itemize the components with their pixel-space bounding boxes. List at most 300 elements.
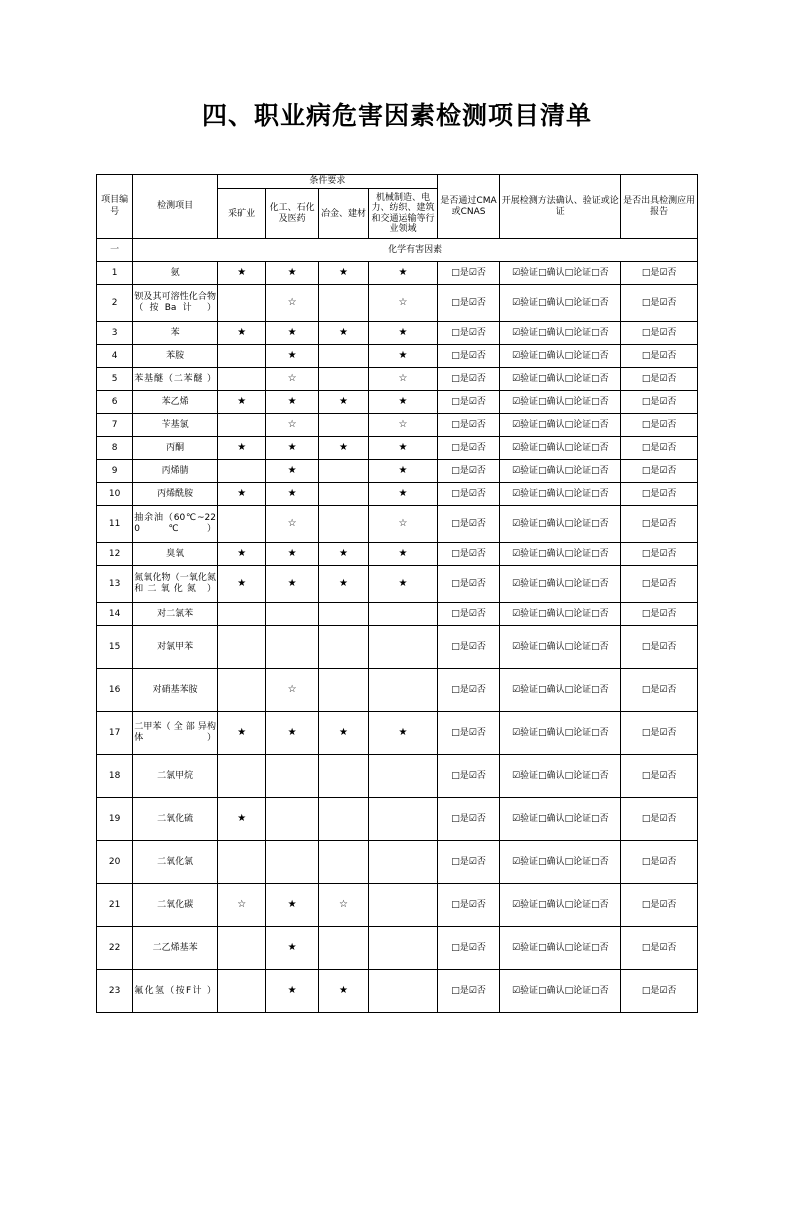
row-method — [500, 669, 621, 712]
checkbox-option[interactable]: ☑否 — [468, 641, 486, 652]
row-condition-1 — [217, 841, 265, 884]
checkbox-option[interactable]: ☑验证 — [511, 465, 539, 476]
checkbox-option[interactable]: □是 — [641, 899, 660, 910]
checkbox-option[interactable]: □论证 — [564, 641, 592, 652]
checkbox-option[interactable]: □论证 — [564, 267, 592, 278]
row-condition-2: ★ — [266, 460, 318, 483]
checkbox-option[interactable]: □是 — [451, 641, 469, 652]
checkbox-option[interactable]: □是 — [641, 856, 660, 867]
checkbox-option[interactable]: □确认 — [538, 327, 565, 338]
checkbox-option[interactable]: □否 — [591, 327, 609, 338]
row-condition-4 — [369, 927, 438, 970]
checkbox-option[interactable]: ☑验证 — [511, 608, 539, 619]
checkbox-option[interactable]: □是 — [641, 548, 660, 559]
checkbox-option[interactable]: ☑否 — [468, 350, 486, 361]
checkbox-option[interactable]: □是 — [641, 267, 660, 278]
row-condition-3 — [318, 927, 368, 970]
row-method — [500, 437, 621, 460]
checkbox-option[interactable]: □确认 — [538, 578, 565, 589]
checkbox-option[interactable]: □论证 — [564, 813, 592, 824]
checkbox-option[interactable]: ☑否 — [468, 548, 486, 559]
checkbox-option[interactable]: □论证 — [564, 578, 592, 589]
checkbox-option[interactable]: □论证 — [564, 350, 592, 361]
header-cond-machinery: 机械制造、电力、纺织、建筑和交通运输等行业领域 — [369, 189, 438, 239]
row-item-name: 对氯甲苯 — [133, 626, 218, 669]
checkbox-option[interactable]: ☑否 — [659, 899, 677, 910]
row-condition-2 — [266, 841, 318, 884]
checkbox-option[interactable]: □论证 — [564, 548, 592, 559]
row-item-name: 丙酮 — [133, 437, 218, 460]
row-condition-1: ★ — [217, 262, 265, 285]
checkbox-option[interactable]: ☑否 — [659, 641, 677, 652]
row-cma — [437, 345, 500, 368]
checkbox-option[interactable]: □是 — [451, 297, 469, 308]
checkbox-option[interactable]: ☑否 — [659, 578, 677, 589]
checkbox-option[interactable]: □论证 — [564, 465, 592, 476]
row-condition-3 — [318, 345, 368, 368]
table-row — [97, 841, 698, 884]
checkbox-option[interactable]: □确认 — [538, 465, 565, 476]
row-condition-3: ★ — [318, 391, 368, 414]
row-condition-3 — [318, 414, 368, 437]
checkbox-option[interactable]: ☑验证 — [511, 488, 539, 499]
checkbox-option[interactable]: □是 — [641, 985, 660, 996]
row-report — [621, 798, 698, 841]
row-method — [500, 483, 621, 506]
checkbox-option[interactable]: ☑验证 — [511, 327, 539, 338]
checkbox-option[interactable]: □论证 — [564, 419, 592, 430]
checkbox-option[interactable]: □是 — [451, 267, 469, 278]
checkbox-option[interactable]: □论证 — [564, 899, 592, 910]
checkbox-option[interactable]: ☑验证 — [511, 548, 539, 559]
row-no: 19 — [97, 798, 133, 841]
checkbox-option[interactable]: □确认 — [538, 488, 565, 499]
checkbox-option[interactable]: □否 — [591, 813, 609, 824]
checkbox-option[interactable]: ☑否 — [468, 856, 486, 867]
header-method: 开展检测方法确认、验证或论证 — [500, 175, 621, 239]
checkbox-option[interactable]: □否 — [591, 297, 609, 308]
checkbox-option[interactable]: □论证 — [564, 608, 592, 619]
row-condition-2: ☆ — [266, 669, 318, 712]
row-no: 10 — [97, 483, 133, 506]
checkbox-option[interactable]: □否 — [591, 684, 609, 695]
checkbox-option[interactable]: □否 — [591, 641, 609, 652]
row-condition-4 — [369, 669, 438, 712]
checkbox-option[interactable]: ☑验证 — [511, 518, 539, 529]
row-condition-3 — [318, 669, 368, 712]
header-condition-group: 条件要求 — [217, 175, 437, 189]
row-report — [621, 841, 698, 884]
checkbox-option[interactable]: □是 — [451, 578, 469, 589]
checkbox-option[interactable]: ☑否 — [468, 396, 486, 407]
checkbox-option[interactable]: □确认 — [538, 442, 565, 453]
table-header — [97, 175, 698, 239]
row-condition-1 — [217, 970, 265, 1013]
row-condition-2: ★ — [266, 970, 318, 1013]
row-item-name: 丙烯酰胺 — [133, 483, 218, 506]
checkbox-option[interactable]: □否 — [591, 267, 609, 278]
checkbox-option[interactable]: □确认 — [538, 548, 565, 559]
checkbox-option[interactable]: □是 — [641, 350, 660, 361]
table-row — [97, 483, 698, 506]
checkbox-option[interactable]: ☑否 — [659, 518, 677, 529]
checkbox-option[interactable]: □确认 — [538, 297, 565, 308]
checkbox-option[interactable]: ☑否 — [468, 899, 486, 910]
row-condition-4 — [369, 798, 438, 841]
checkbox-option[interactable]: ☑验证 — [511, 770, 539, 781]
row-method — [500, 841, 621, 884]
row-cma — [437, 841, 500, 884]
checkbox-option[interactable]: ☑否 — [659, 327, 677, 338]
checkbox-option[interactable]: ☑验证 — [511, 684, 539, 695]
checkbox-option[interactable]: ☑验证 — [511, 442, 539, 453]
checkbox-option[interactable]: □论证 — [564, 856, 592, 867]
checkbox-option[interactable]: □确认 — [538, 727, 565, 738]
checkbox-option[interactable]: □是 — [451, 396, 469, 407]
checkbox-option[interactable]: ☑验证 — [511, 419, 539, 430]
checkbox-option[interactable]: □确认 — [538, 942, 565, 953]
checkbox-option[interactable]: □确认 — [538, 396, 565, 407]
row-method — [500, 368, 621, 391]
checkbox-option[interactable]: ☑否 — [659, 813, 677, 824]
row-method — [500, 262, 621, 285]
checkbox-option[interactable]: □否 — [591, 770, 609, 781]
checkbox-option[interactable]: ☑否 — [659, 942, 677, 953]
checkbox-option[interactable]: □是 — [641, 327, 660, 338]
checkbox-option[interactable]: ☑验证 — [511, 813, 539, 824]
checkbox-option[interactable]: □是 — [641, 942, 660, 953]
checkbox-option[interactable]: □是 — [451, 684, 469, 695]
row-no: 6 — [97, 391, 133, 414]
checkbox-option[interactable]: □是 — [641, 684, 660, 695]
checkbox-option[interactable]: □否 — [591, 442, 609, 453]
row-cma — [437, 391, 500, 414]
row-method — [500, 543, 621, 566]
checkbox-option[interactable]: □论证 — [564, 770, 592, 781]
row-condition-1 — [217, 460, 265, 483]
checkbox-option[interactable]: □是 — [451, 350, 469, 361]
checkbox-option[interactable]: □是 — [641, 419, 660, 430]
checkbox-option[interactable]: □确认 — [538, 899, 565, 910]
checkbox-option[interactable]: ☑否 — [659, 770, 677, 781]
row-condition-1 — [217, 506, 265, 543]
row-report — [621, 927, 698, 970]
row-condition-1: ★ — [217, 566, 265, 603]
row-report — [621, 755, 698, 798]
checkbox-option[interactable]: ☑否 — [659, 548, 677, 559]
checkbox-option[interactable]: □确认 — [538, 641, 565, 652]
row-item-name: 钡及其可溶性化合物（按Ba计 ） — [133, 285, 218, 322]
row-report — [621, 669, 698, 712]
checkbox-option[interactable]: ☑验证 — [511, 856, 539, 867]
row-cma — [437, 506, 500, 543]
checkbox-option[interactable]: □否 — [591, 856, 609, 867]
checkbox-option[interactable]: ☑验证 — [511, 942, 539, 953]
checkbox-option[interactable]: □是 — [451, 327, 469, 338]
row-method — [500, 798, 621, 841]
checkbox-option[interactable]: □是 — [451, 465, 469, 476]
checkbox-option[interactable]: ☑否 — [468, 373, 486, 384]
checkbox-option[interactable]: ☑否 — [659, 373, 677, 384]
table-row — [97, 414, 698, 437]
row-condition-2: ☆ — [266, 414, 318, 437]
checkbox-option[interactable]: ☑否 — [468, 985, 486, 996]
row-report — [621, 506, 698, 543]
checkbox-option[interactable]: ☑验证 — [511, 727, 539, 738]
checkbox-option[interactable]: □是 — [451, 727, 469, 738]
checkbox-option[interactable]: □否 — [591, 419, 609, 430]
row-report — [621, 345, 698, 368]
row-item-name: 二氧化硫 — [133, 798, 218, 841]
checkbox-option[interactable]: □是 — [451, 488, 469, 499]
row-method — [500, 566, 621, 603]
row-condition-3: ★ — [318, 712, 368, 755]
row-condition-3: ★ — [318, 970, 368, 1013]
checkbox-option[interactable]: □是 — [641, 727, 660, 738]
row-cma — [437, 712, 500, 755]
checkbox-option[interactable]: ☑否 — [468, 419, 486, 430]
checkbox-option[interactable]: □是 — [451, 942, 469, 953]
checkbox-option[interactable]: □是 — [451, 518, 469, 529]
row-condition-2: ★ — [266, 483, 318, 506]
row-condition-1 — [217, 603, 265, 626]
row-condition-3 — [318, 798, 368, 841]
checkbox-option[interactable]: □是 — [451, 985, 469, 996]
row-item-name: 苯基醚（二苯醚 ） — [133, 368, 218, 391]
row-condition-4 — [369, 841, 438, 884]
checkbox-option[interactable]: □论证 — [564, 985, 592, 996]
row-condition-3 — [318, 285, 368, 322]
table-row — [97, 322, 698, 345]
row-condition-2 — [266, 603, 318, 626]
checkbox-option[interactable]: □是 — [641, 813, 660, 824]
checkbox-option[interactable]: □否 — [591, 985, 609, 996]
row-item-name: 二乙烯基苯 — [133, 927, 218, 970]
checkbox-option[interactable]: ☑否 — [468, 578, 486, 589]
checkbox-option[interactable]: □否 — [591, 396, 609, 407]
row-condition-3: ★ — [318, 566, 368, 603]
checkbox-option[interactable]: ☑否 — [659, 396, 677, 407]
row-item-name: 抽余油（60℃~220℃） — [133, 506, 218, 543]
row-report — [621, 437, 698, 460]
checkbox-option[interactable]: ☑否 — [659, 267, 677, 278]
checkbox-option[interactable]: □确认 — [538, 267, 565, 278]
row-cma — [437, 927, 500, 970]
checkbox-option[interactable]: □否 — [591, 578, 609, 589]
checkbox-option[interactable]: □是 — [451, 373, 469, 384]
row-condition-4: ★ — [369, 543, 438, 566]
page-title: 四、职业病危害因素检测项目清单 — [201, 101, 592, 130]
row-condition-4: ☆ — [369, 506, 438, 543]
checkbox-option[interactable]: □论证 — [564, 488, 592, 499]
checkbox-option[interactable]: ☑否 — [468, 442, 486, 453]
table-row — [97, 712, 698, 755]
table-row — [97, 884, 698, 927]
checkbox-option[interactable]: □否 — [591, 465, 609, 476]
checkbox-option[interactable]: □是 — [641, 396, 660, 407]
checkbox-option[interactable]: □是 — [641, 518, 660, 529]
checkbox-option[interactable]: □论证 — [564, 442, 592, 453]
row-condition-3 — [318, 368, 368, 391]
row-condition-2: ☆ — [266, 368, 318, 391]
checkbox-option[interactable]: ☑否 — [659, 442, 677, 453]
checkbox-option[interactable]: ☑验证 — [511, 396, 539, 407]
checkbox-option[interactable]: ☑验证 — [511, 578, 539, 589]
row-condition-4: ☆ — [369, 285, 438, 322]
row-cma — [437, 414, 500, 437]
table-row — [97, 262, 698, 285]
checkbox-option[interactable]: □是 — [641, 488, 660, 499]
checkbox-option[interactable]: □是 — [641, 641, 660, 652]
section-label: 化学有害因素 — [133, 239, 698, 262]
row-cma — [437, 626, 500, 669]
checkbox-option[interactable]: ☑验证 — [511, 267, 539, 278]
row-condition-4: ★ — [369, 262, 438, 285]
checkbox-option[interactable]: ☑验证 — [511, 641, 539, 652]
checkbox-option[interactable]: ☑验证 — [511, 297, 539, 308]
checkbox-option[interactable]: ☑否 — [659, 608, 677, 619]
row-cma — [437, 322, 500, 345]
checkbox-option[interactable]: □确认 — [538, 684, 565, 695]
checkbox-option[interactable]: □是 — [451, 608, 469, 619]
checkbox-option[interactable]: □是 — [641, 297, 660, 308]
row-condition-1: ☆ — [217, 884, 265, 927]
checkbox-option[interactable]: ☑否 — [468, 770, 486, 781]
checkbox-option[interactable]: □是 — [451, 419, 469, 430]
checkbox-option[interactable]: □否 — [591, 373, 609, 384]
checkbox-option[interactable]: ☑否 — [468, 518, 486, 529]
checkbox-option[interactable]: ☑否 — [468, 297, 486, 308]
checkbox-option[interactable]: □确认 — [538, 770, 565, 781]
checkbox-option[interactable]: ☑否 — [659, 856, 677, 867]
checkbox-option[interactable]: □否 — [591, 899, 609, 910]
checkbox-option[interactable]: □是 — [641, 578, 660, 589]
checkbox-option[interactable]: □否 — [591, 518, 609, 529]
table-row — [97, 798, 698, 841]
checkbox-option[interactable]: □否 — [591, 727, 609, 738]
checkbox-option[interactable]: ☑否 — [659, 985, 677, 996]
header-item: 检测项目 — [133, 175, 218, 239]
checkbox-option[interactable]: □确认 — [538, 813, 565, 824]
checkbox-option[interactable]: □论证 — [564, 727, 592, 738]
table-body — [97, 239, 698, 1013]
row-condition-3 — [318, 755, 368, 798]
checkbox-option[interactable]: ☑验证 — [511, 350, 539, 361]
row-report — [621, 368, 698, 391]
row-report — [621, 970, 698, 1013]
checkbox-option[interactable]: ☑否 — [659, 297, 677, 308]
row-condition-3 — [318, 506, 368, 543]
checkbox-option[interactable]: ☑否 — [468, 267, 486, 278]
table-row — [97, 437, 698, 460]
checkbox-option[interactable]: □确认 — [538, 856, 565, 867]
checkbox-option[interactable]: ☑否 — [659, 488, 677, 499]
table-row — [97, 285, 698, 322]
checkbox-option[interactable]: □是 — [641, 373, 660, 384]
checkbox-option[interactable]: □是 — [451, 813, 469, 824]
checkbox-option[interactable]: □是 — [641, 465, 660, 476]
row-condition-1 — [217, 368, 265, 391]
checkbox-option[interactable]: □论证 — [564, 684, 592, 695]
checkbox-option[interactable]: □否 — [591, 350, 609, 361]
table-row — [97, 368, 698, 391]
checkbox-option[interactable]: □是 — [451, 856, 469, 867]
row-item-name: 苯 — [133, 322, 218, 345]
checkbox-option[interactable]: □是 — [451, 899, 469, 910]
row-cma — [437, 970, 500, 1013]
checkbox-option[interactable]: □否 — [591, 942, 609, 953]
row-condition-1: ★ — [217, 483, 265, 506]
checkbox-option[interactable]: ☑否 — [468, 608, 486, 619]
checkbox-option[interactable]: □确认 — [538, 518, 565, 529]
checkbox-option[interactable]: ☑否 — [659, 350, 677, 361]
checkbox-option[interactable]: □是 — [641, 770, 660, 781]
checkbox-option[interactable]: □是 — [641, 442, 660, 453]
checkbox-option[interactable]: ☑否 — [468, 942, 486, 953]
checkbox-option[interactable]: □确认 — [538, 608, 565, 619]
checkbox-option[interactable]: □是 — [451, 548, 469, 559]
checkbox-option[interactable]: ☑否 — [659, 465, 677, 476]
checkbox-option[interactable]: □是 — [641, 608, 660, 619]
checkbox-option[interactable]: ☑否 — [468, 327, 486, 338]
checkbox-option[interactable]: ☑否 — [468, 465, 486, 476]
checkbox-option[interactable]: □否 — [591, 488, 609, 499]
checkbox-option[interactable]: ☑否 — [659, 684, 677, 695]
row-condition-2: ★ — [266, 262, 318, 285]
row-no: 20 — [97, 841, 133, 884]
table-row — [97, 391, 698, 414]
checkbox-option[interactable]: □确认 — [538, 985, 565, 996]
checkbox-option[interactable]: □确认 — [538, 373, 565, 384]
checkbox-option[interactable]: ☑否 — [468, 727, 486, 738]
checkbox-option[interactable]: ☑否 — [659, 419, 677, 430]
row-condition-2: ★ — [266, 884, 318, 927]
row-item-name: 二氧化氯 — [133, 841, 218, 884]
checkbox-option[interactable]: ☑验证 — [511, 985, 539, 996]
checkbox-option[interactable]: ☑否 — [468, 684, 486, 695]
checkbox-option[interactable]: ☑验证 — [511, 373, 539, 384]
checkbox-option[interactable]: □论证 — [564, 942, 592, 953]
checkbox-option[interactable]: ☑否 — [468, 488, 486, 499]
row-cma — [437, 755, 500, 798]
row-condition-4: ☆ — [369, 414, 438, 437]
checkbox-option[interactable]: ☑否 — [468, 813, 486, 824]
row-report — [621, 603, 698, 626]
table-row — [97, 543, 698, 566]
checkbox-option[interactable]: □否 — [591, 608, 609, 619]
row-no: 5 — [97, 368, 133, 391]
checkbox-option[interactable]: ☑否 — [659, 727, 677, 738]
header-cond-mining: 采矿业 — [217, 189, 265, 239]
row-method — [500, 345, 621, 368]
checkbox-option[interactable]: □论证 — [564, 297, 592, 308]
checkbox-option[interactable]: □是 — [451, 442, 469, 453]
checkbox-option[interactable]: □论证 — [564, 396, 592, 407]
checkbox-option[interactable]: □确认 — [538, 350, 565, 361]
checkbox-option[interactable]: □确认 — [538, 419, 565, 430]
checkbox-option[interactable]: □论证 — [564, 373, 592, 384]
row-condition-1: ★ — [217, 322, 265, 345]
row-condition-2 — [266, 755, 318, 798]
row-cma — [437, 285, 500, 322]
checkbox-option[interactable]: □否 — [591, 548, 609, 559]
checkbox-option[interactable]: □是 — [451, 770, 469, 781]
checkbox-option[interactable]: □论证 — [564, 518, 592, 529]
checkbox-option[interactable]: ☑验证 — [511, 899, 539, 910]
table-row — [97, 345, 698, 368]
checkbox-option[interactable]: □论证 — [564, 327, 592, 338]
row-item-name: 对二氯苯 — [133, 603, 218, 626]
